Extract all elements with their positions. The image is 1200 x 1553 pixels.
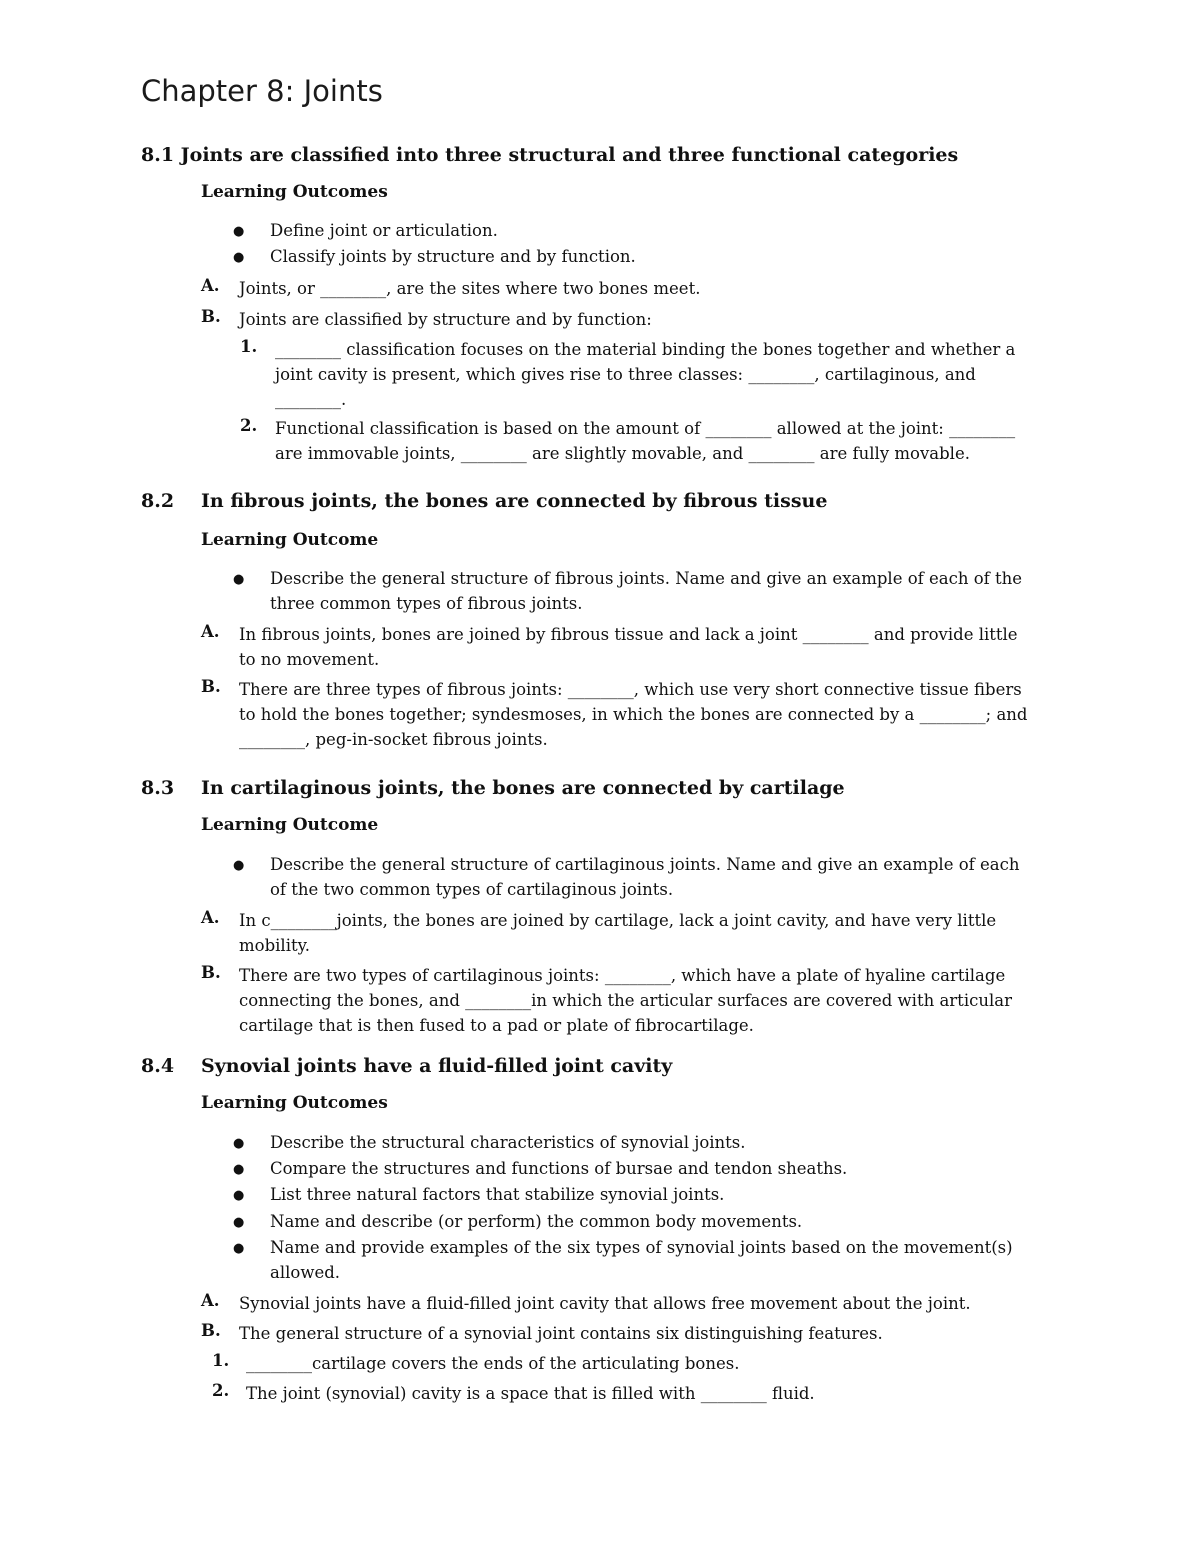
section-8-3-heading: In cartilaginous joints, the bones are connected by cartilage [201, 777, 845, 799]
section-8-4-item-a: Synovial joints have a fluid-filled joint cavity that allows free movement about the joint. [239, 1294, 971, 1313]
bullet-icon: ● [233, 858, 245, 873]
section-8-3-item-a-line: mobility. [239, 936, 310, 955]
section-8-4-subitem-2: The joint (synovial) cavity is a space that is filled with ________ fluid. [246, 1384, 815, 1403]
section-8-3-item-a-line: In c________joints, the bones are joined by cartilage, lack a joint cavity, and have very little [239, 911, 997, 930]
section-8-1-number-2: 2. [240, 416, 258, 435]
section-8-2-learning-outcome-title: Learning Outcome [201, 530, 379, 550]
section-8-2-heading: In fibrous joints, the bones are connected by fibrous tissue [201, 490, 828, 512]
section-8-1-item-b: Joints are classified by structure and by function: [239, 310, 652, 329]
section-8-2-item-a-line: to no movement. [239, 650, 380, 669]
section-8-4-subitem-1: ________cartilage covers the ends of the articulating bones. [246, 1354, 740, 1373]
chapter-title: Chapter 8: Joints [141, 74, 383, 108]
section-8-4-outcome: Compare the structures and functions of bursae and tendon sheaths. [270, 1159, 848, 1178]
section-8-3-marker-b: B. [201, 963, 221, 982]
section-8-4-learning-outcomes-title: Learning Outcomes [201, 1093, 388, 1113]
section-8-4-marker-a: A. [201, 1291, 220, 1310]
section-8-4-outcome: Name and provide examples of the six types of synovial joints based on the movement(s) [270, 1238, 1013, 1257]
section-8-2-item-b-line: ________, peg-in-socket fibrous joints. [239, 730, 548, 749]
section-8-2-outcome-line: Describe the general structure of fibrous joints. Name and give an example of each of the [270, 569, 1023, 588]
section-8-2-marker-b: B. [201, 677, 221, 696]
section-8-2-item-b-line: There are three types of fibrous joints: ________, which use very short connective tissue fibers [239, 680, 1022, 699]
section-8-1-outcome: Classify joints by structure and by function. [270, 247, 636, 266]
bullet-icon: ● [233, 224, 245, 239]
section-8-3-item-b-line: connecting the bones, and ________in which the articular surfaces are covered with articular [239, 991, 1012, 1010]
section-8-3-outcome-line: of the two common types of cartilaginous joints. [270, 880, 674, 899]
section-8-3-item-b-line: cartilage that is then fused to a pad or plate of fibrocartilage. [239, 1016, 754, 1035]
section-8-1-number-1: 1. [240, 337, 258, 356]
section-8-1-subitem-2-line: Functional classification is based on the amount of ________ allowed at the joint: ________ [275, 419, 1016, 438]
section-8-4-number: 8.4 [141, 1055, 175, 1077]
section-8-4-marker-b: B. [201, 1321, 221, 1340]
section-8-1-heading: 8.1 Joints are classified into three structural and three functional categories [141, 144, 959, 166]
section-8-3-marker-a: A. [201, 908, 220, 927]
section-8-4-heading: Synovial joints have a fluid-filled joint cavity [201, 1055, 673, 1077]
section-8-2-item-b-line: to hold the bones together; syndesmoses, in which the bones are connected by a ________; and [239, 705, 1028, 724]
section-8-4-number-2: 2. [212, 1381, 230, 1400]
section-8-2-number: 8.2 [141, 490, 175, 512]
section-8-4-outcome: Describe the structural characteristics of synovial joints. [270, 1133, 746, 1152]
section-8-3-number: 8.3 [141, 777, 175, 799]
section-8-4-outcome: List three natural factors that stabilize synovial joints. [270, 1185, 725, 1204]
section-8-1-subitem-1-line: joint cavity is present, which gives rise to three classes: ________, cartilaginous, and [275, 365, 976, 384]
section-8-4-outcome: Name and describe (or perform) the common body movements. [270, 1212, 803, 1231]
section-8-3-outcome-line: Describe the general structure of cartilaginous joints. Name and give an example of each [270, 855, 1020, 874]
section-8-1-marker-b: B. [201, 307, 221, 326]
section-8-2-outcome-line: three common types of fibrous joints. [270, 594, 583, 613]
section-8-1-item-a: Joints, or ________, are the sites where two bones meet. [239, 279, 701, 298]
bullet-icon: ● [233, 1162, 245, 1177]
section-8-2-marker-a: A. [201, 622, 220, 641]
section-8-3-learning-outcome-title: Learning Outcome [201, 815, 379, 835]
section-8-4-outcome: allowed. [270, 1263, 341, 1282]
bullet-icon: ● [233, 1188, 245, 1203]
bullet-icon: ● [233, 1136, 245, 1151]
section-8-1-subitem-1-line: ________ classification focuses on the material binding the bones together and whether a [275, 340, 1016, 359]
section-8-1-marker-a: A. [201, 276, 220, 295]
bullet-icon: ● [233, 1241, 245, 1256]
section-8-1-learning-outcomes-title: Learning Outcomes [201, 182, 388, 202]
bullet-icon: ● [233, 250, 245, 265]
section-8-3-item-b-line: There are two types of cartilaginous joints: ________, which have a plate of hyaline cartilage [239, 966, 1006, 985]
section-8-1-subitem-2-line: are immovable joints, ________ are slightly movable, and ________ are fully movable. [275, 444, 970, 463]
bullet-icon: ● [233, 1215, 245, 1230]
section-8-4-item-b: The general structure of a synovial joint contains six distinguishing features. [239, 1324, 883, 1343]
section-8-1-subitem-1-line: ________. [275, 390, 347, 409]
section-8-4-number-1: 1. [212, 1351, 230, 1370]
section-8-2-item-a-line: In fibrous joints, bones are joined by fibrous tissue and lack a joint ________ and provide little [239, 625, 1018, 644]
bullet-icon: ● [233, 572, 245, 587]
section-8-1-outcome: Define joint or articulation. [270, 221, 498, 240]
